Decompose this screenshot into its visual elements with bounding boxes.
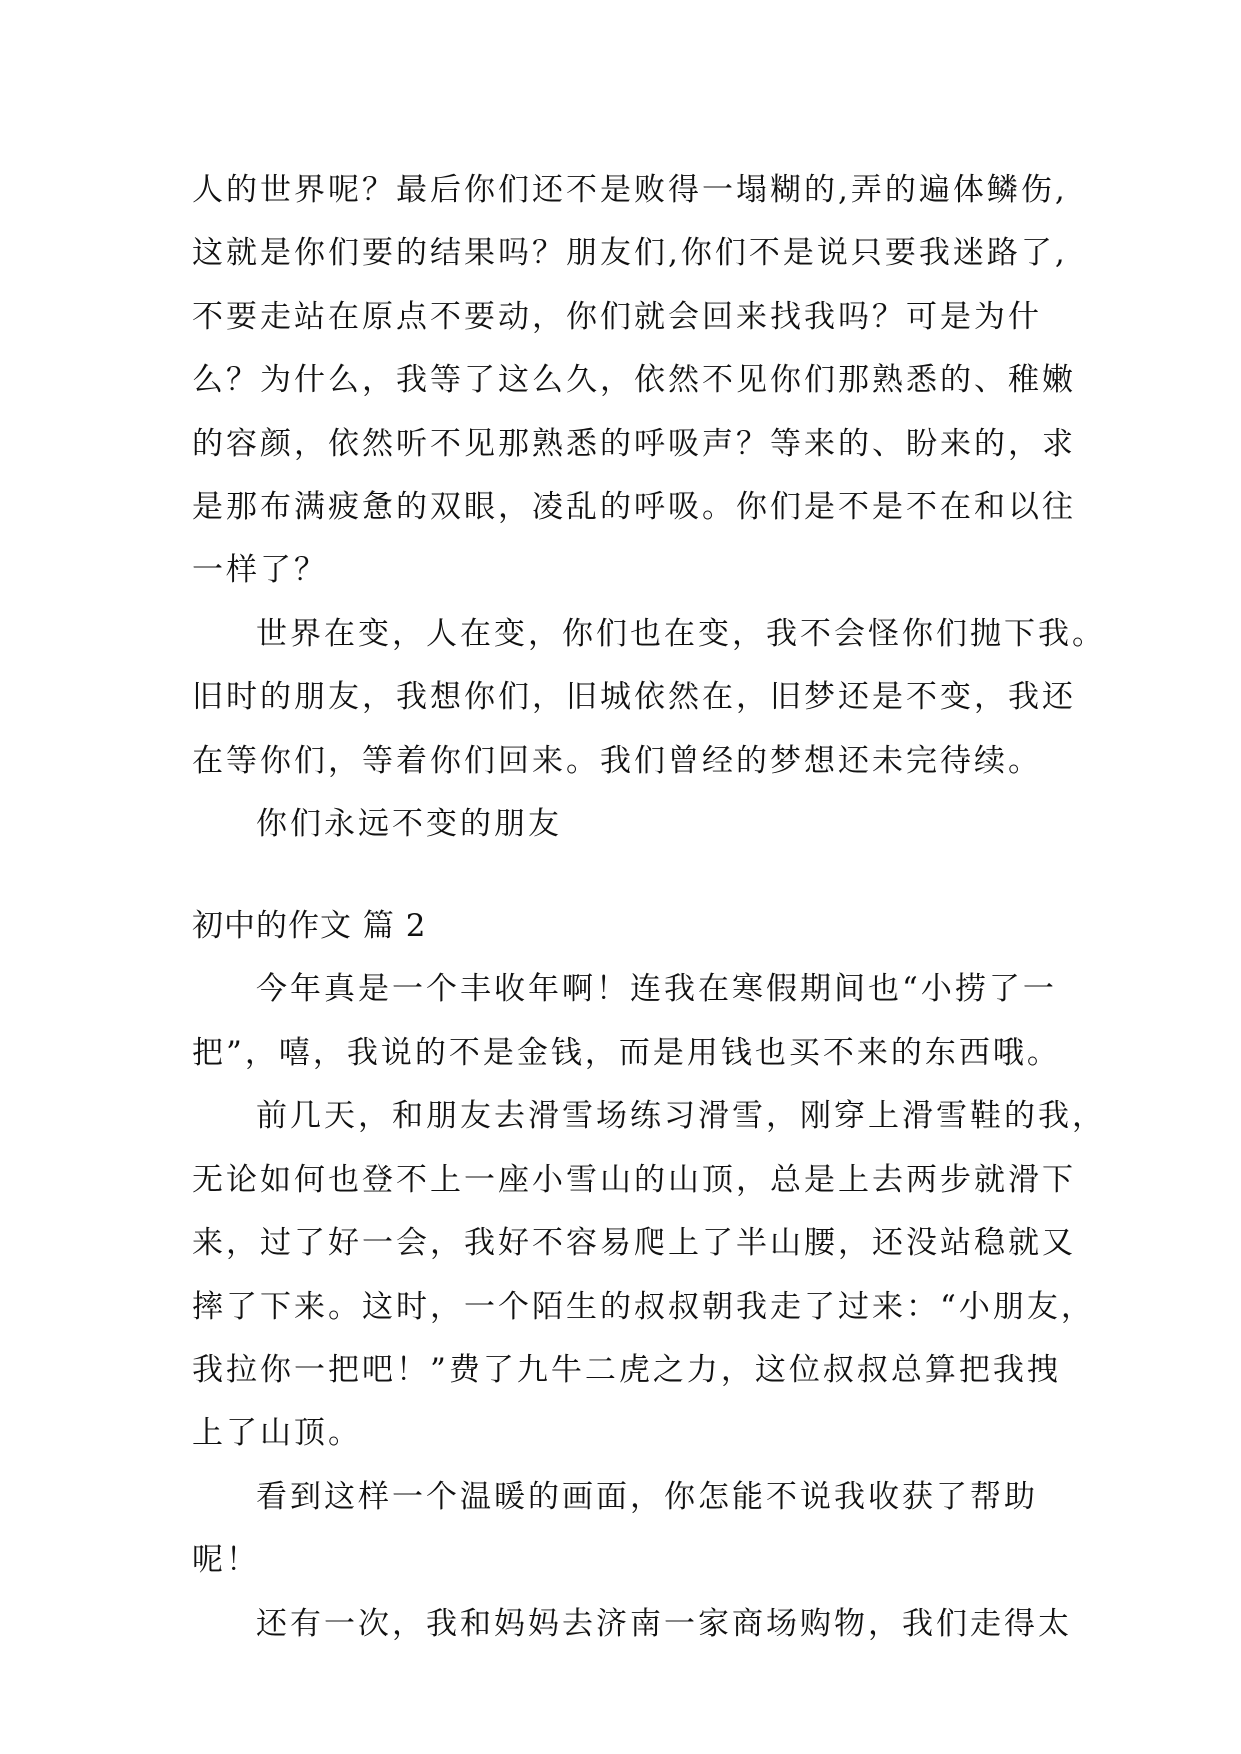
paragraph-line: 今年真是一个丰收年啊！连我在寒假期间也“小捞了一 [256,971,1057,1007]
section-heading: 初中的作文 篇 2 [192,908,427,944]
paragraph-line: 不要走站在原点不要动，你们就会回来找我吗？可是为什 [192,299,1042,335]
paragraph-line: 世界在变，人在变，你们也在变，我不会怪你们抛下我。 [256,616,1106,652]
signature-line: 你们永远不变的朋友 [256,806,562,842]
paragraph-line: 的容颜，依然听不见那熟悉的呼吸声？等来的、盼来的，求 [192,426,1076,462]
paragraph-line: 呢！ [192,1542,260,1578]
paragraph-line: 来，过了好一会，我好不容易爬上了半山腰，还没站稳就又 [192,1225,1076,1261]
paragraph-line: 摔了下来。这时，一个陌生的叔叔朝我走了过来：“小朋友， [192,1289,1095,1325]
paragraph-line: 前几天，和朋友去滑雪场练习滑雪，刚穿上滑雪鞋的我， [256,1098,1106,1134]
paragraph-line: 人的世界呢？最后你们还不是败得一塌糊的,弄的遍体鳞伤, [192,172,1068,208]
paragraph-line: 这就是你们要的结果吗？朋友们,你们不是说只要我迷路了, [192,235,1068,271]
paragraph-line: 在等你们，等着你们回来。我们曾经的梦想还未完待续。 [192,743,1042,779]
paragraph-line: 我拉你一把吧！”费了九牛二虎之力，这位叔叔总算把我拽 [192,1352,1061,1388]
paragraph-line: 旧时的朋友，我想你们，旧城依然在，旧梦还是不变，我还 [192,679,1076,715]
paragraph-line: 无论如何也登不上一座小雪山的山顶，总是上去两步就滑下 [192,1162,1076,1198]
paragraph-line: 看到这样一个温暖的画面，你怎能不说我收获了帮助 [256,1479,1038,1515]
paragraph-line: 还有一次，我和妈妈去济南一家商场购物，我们走得太 [256,1606,1072,1642]
paragraph-line: 一样了？ [192,552,328,588]
paragraph-line: 把”，嘻，我说的不是金钱，而是用钱也买不来的东西哦。 [192,1035,1061,1071]
paragraph-line: 上了山顶。 [192,1415,362,1451]
paragraph-line: 么？为什么，我等了这么久，依然不见你们那熟悉的、稚嫩 [192,362,1076,398]
paragraph-line: 是那布满疲惫的双眼，凌乱的呼吸。你们是不是不在和以往 [192,489,1076,525]
